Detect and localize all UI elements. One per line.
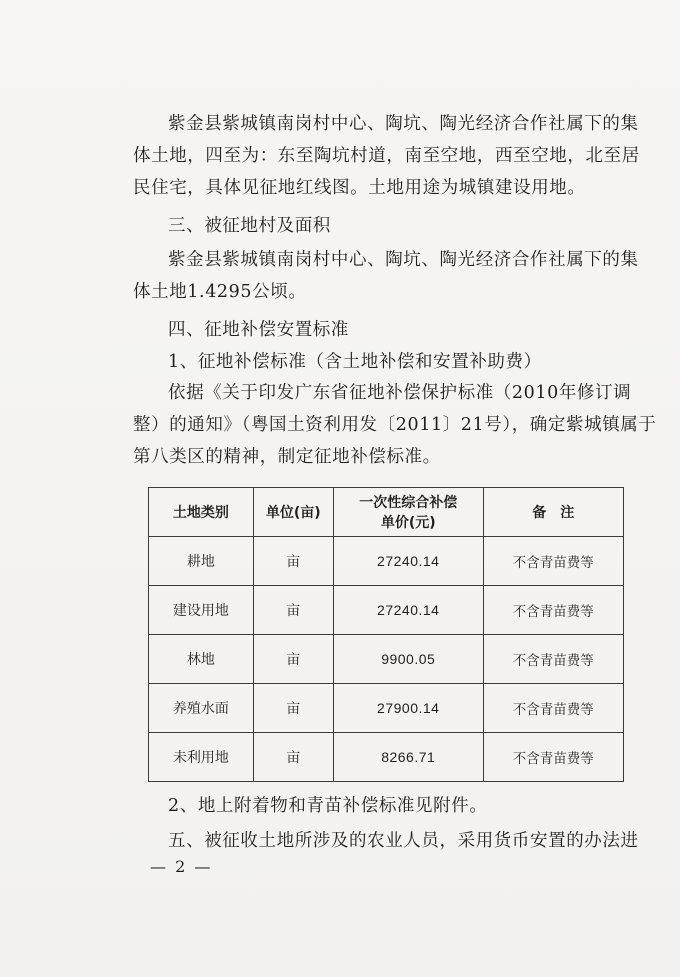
text-line: 整）的通知》（粤国土资利用发〔2011〕21号），确定紫城镇属于 <box>133 415 657 435</box>
cell-unit-price: 8266.71 <box>333 733 483 782</box>
cell-land-type: 耕地 <box>149 537 254 586</box>
cell-unit-price: 27900.14 <box>333 684 483 733</box>
header-unit-price-line1: 一次性综合补偿 <box>359 495 458 511</box>
cell-land-type: 林地 <box>149 635 254 684</box>
cell-note: 不含青苗费等 <box>483 733 623 782</box>
paragraph-land-boundaries <box>133 108 640 204</box>
heading-section-3: 三、被征地村及面积 <box>168 216 331 236</box>
text-line: 体土地1.4295公顷。 <box>133 282 307 302</box>
cell-unit-price: 27240.14 <box>333 537 483 586</box>
cell-note: 不含青苗费等 <box>483 635 623 684</box>
cell-note: 不含青苗费等 <box>483 537 623 586</box>
table-row <box>149 684 624 733</box>
header-unit: 单位(亩) <box>253 488 333 537</box>
cell-unit-price: 9900.05 <box>333 635 483 684</box>
paragraph-basis <box>133 377 657 473</box>
cell-note: 不含青苗费等 <box>483 684 623 733</box>
heading-subsection-4-2: 2、地上附着物和青苗补偿标准见附件。 <box>168 796 488 816</box>
table-row <box>149 635 624 684</box>
table-row <box>149 586 624 635</box>
header-unit-price-line2: 单价(元) <box>380 515 436 531</box>
text-line: 民住宅，具体见征地红线图。土地用途为城镇建设用地。 <box>133 178 586 198</box>
cell-land-type: 建设用地 <box>149 586 254 635</box>
heading-subsection-4-1: 1、征地补偿标准（含土地补偿和安置补助费） <box>168 352 542 372</box>
header-land-type: 土地类别 <box>149 488 254 537</box>
cell-unit: 亩 <box>253 733 333 782</box>
cell-unit: 亩 <box>253 684 333 733</box>
paragraph-land-area <box>133 244 639 308</box>
text-line: 体土地，四至为：东至陶坑村道，南至空地，西至空地，北至居 <box>133 146 640 166</box>
table-header-row <box>149 488 624 537</box>
header-note: 备 注 <box>483 488 623 537</box>
cell-note: 不含青苗费等 <box>483 586 623 635</box>
text-line: 紫金县紫城镇南岗村中心、陶坑、陶光经济合作社属下的集 <box>168 250 639 270</box>
cell-unit-price: 27240.14 <box>333 586 483 635</box>
text-line: 依据《关于印发广东省征地补偿保护标准（2010年修订调 <box>168 383 632 403</box>
cell-unit: 亩 <box>253 586 333 635</box>
table-row <box>149 537 624 586</box>
heading-section-5: 五、被征收土地所涉及的农业人员，采用货币安置的办法进 <box>168 831 639 851</box>
text-line: 第八类区的精神，制定征地补偿标准。 <box>133 447 441 467</box>
cell-land-type: 养殖水面 <box>149 684 254 733</box>
heading-section-4: 四、征地补偿安置标准 <box>168 320 349 340</box>
table-row <box>149 733 624 782</box>
header-unit-price <box>333 488 483 537</box>
cell-unit: 亩 <box>253 537 333 586</box>
text-line: 紫金县紫城镇南岗村中心、陶坑、陶光经济合作社属下的集 <box>168 114 639 134</box>
cell-land-type: 未利用地 <box>149 733 254 782</box>
compensation-table <box>148 487 624 782</box>
cell-unit: 亩 <box>253 635 333 684</box>
page-number: — 2 — <box>150 857 213 876</box>
